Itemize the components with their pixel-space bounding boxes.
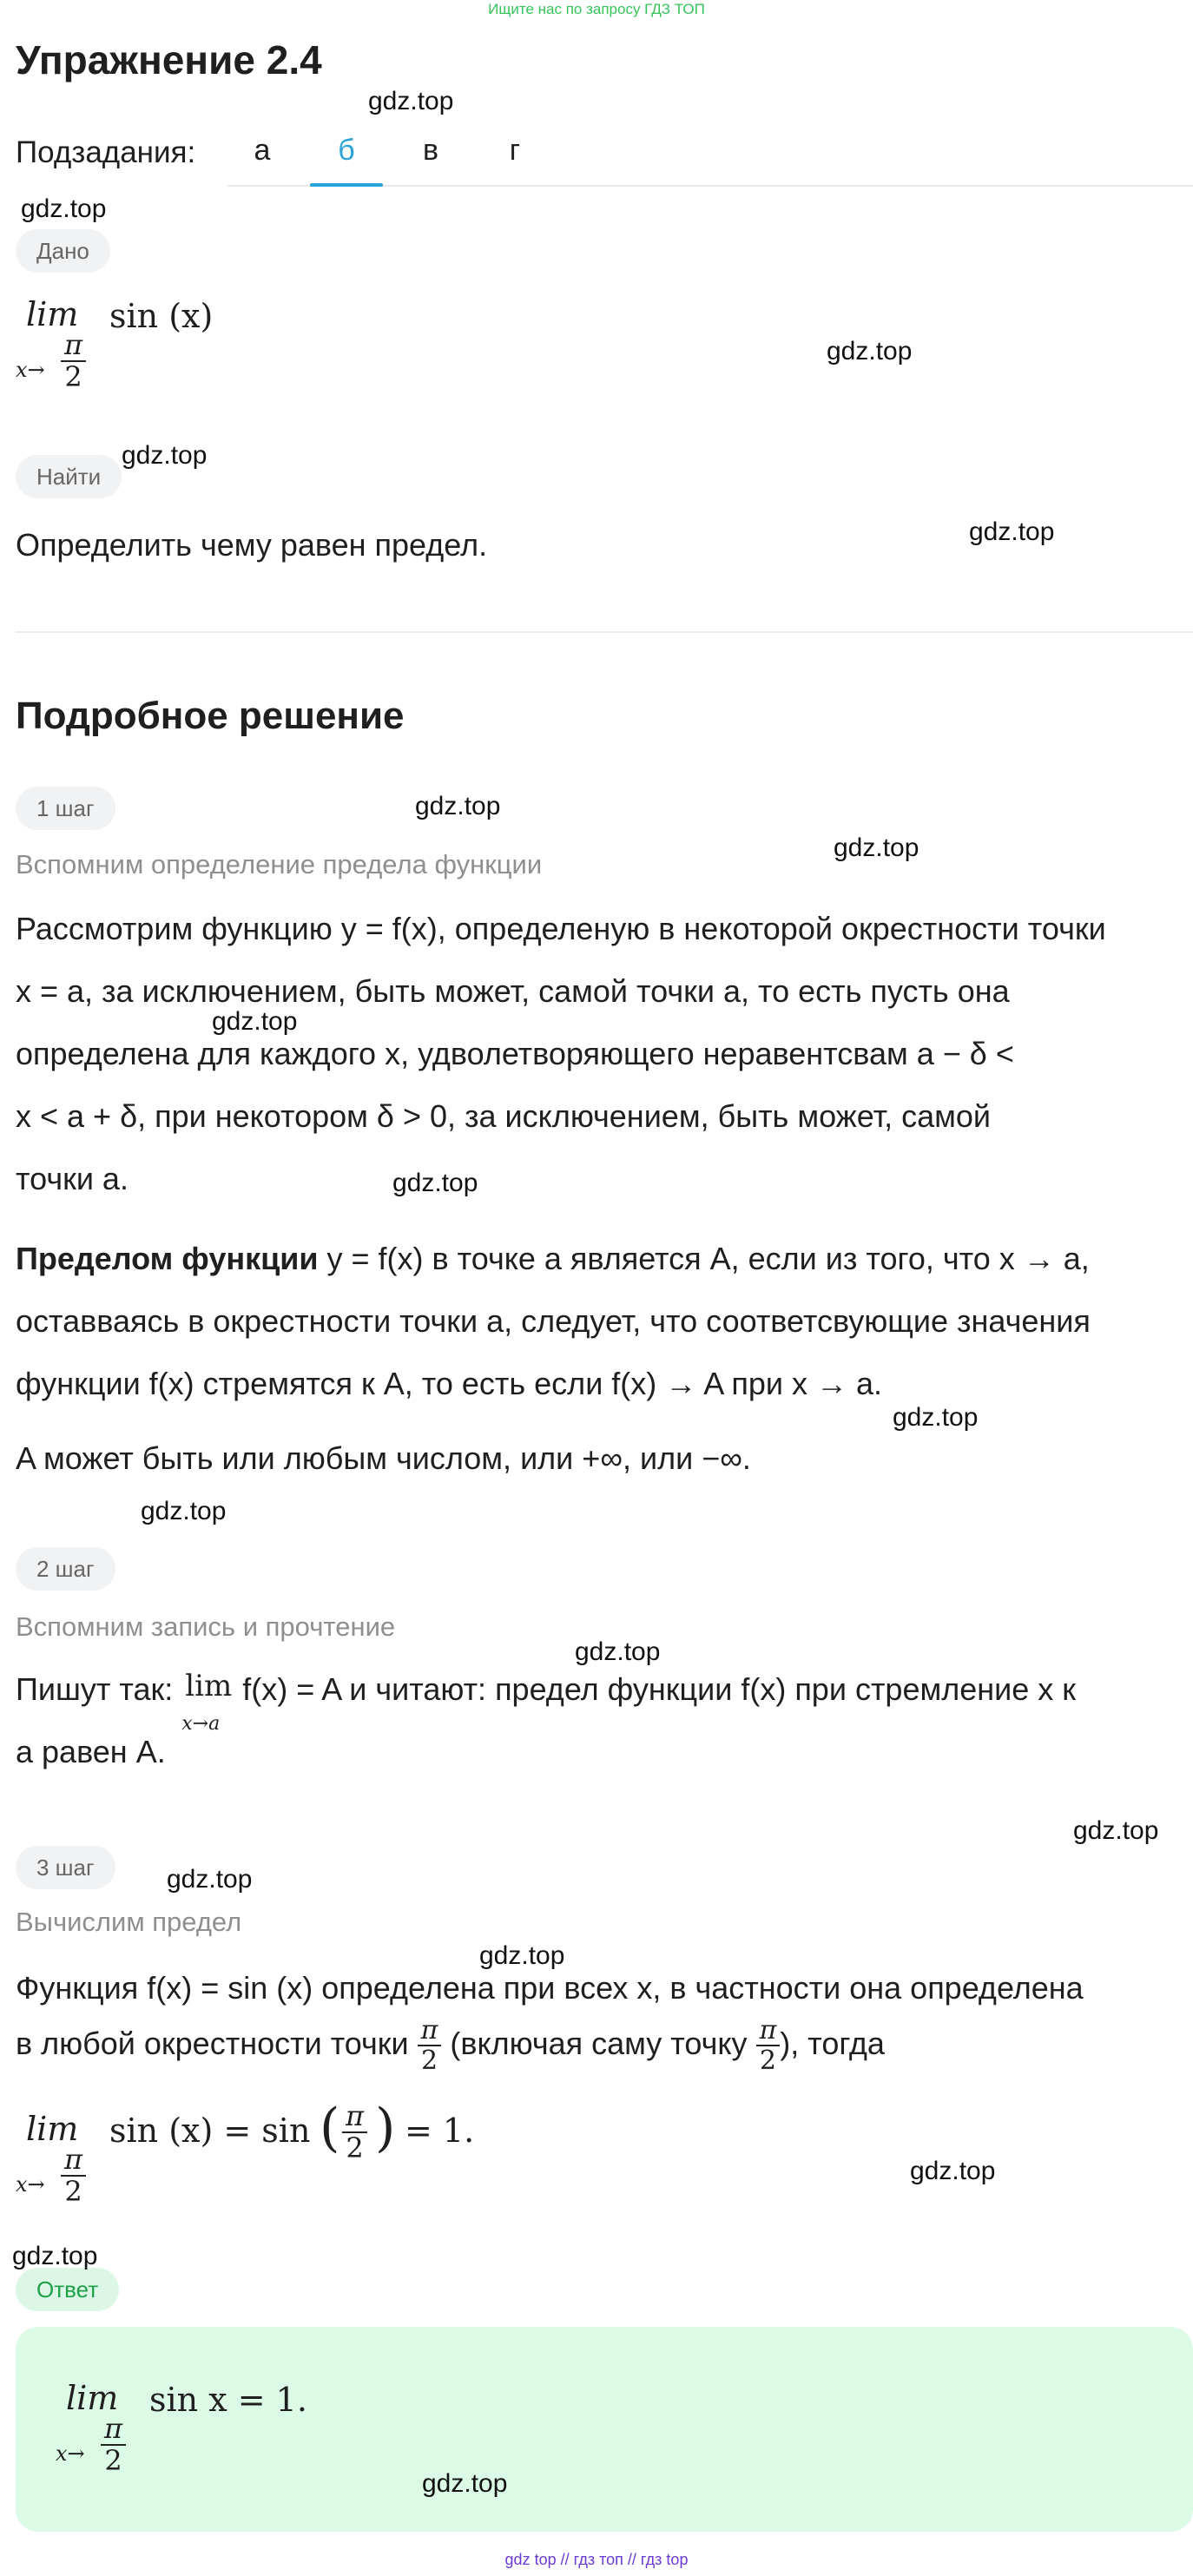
find-text: Определить чему равен предел. <box>16 527 488 563</box>
answer-pill: Ответ <box>16 2268 119 2311</box>
watermark: gdz.top <box>479 1941 565 1970</box>
step1-paragraph3: A может быть или любым числом, или +∞, или −∞. <box>16 1440 751 1476</box>
step1-heading: Вспомним определение предела функции <box>16 849 543 880</box>
watermark: gdz.top <box>167 1865 253 1894</box>
section-divider <box>16 631 1193 633</box>
step1-paragraph2: Пределом функции y = f(x) в точке a является A, если из того, что x → a, оставваясь в окрестности точки a, следует, что соответсвующие значения функции f(x) стремятся к A, то есть если f(x) → A при x → a. <box>16 1241 1091 1401</box>
top-banner: Ищите нас по запросу ГДЗ ТОП <box>488 1 705 17</box>
step1-pill: 1 шаг <box>16 787 115 830</box>
step3-line1: Функция f(x) = sin (x) определена при всех x, в частности она определена <box>16 1970 1084 2006</box>
watermark: gdz.top <box>827 337 913 366</box>
step2-heading: Вспомним запись и прочтение <box>16 1611 396 1642</box>
watermark: gdz.top <box>368 87 454 115</box>
page-title: Упражнение 2.4 <box>16 37 322 82</box>
answer-expression: lim x→ $\frac{\pi}{2}$ sin x = 1. <box>56 2379 307 2478</box>
given-pill: Дано <box>16 229 110 273</box>
step3-line2: в любой окрестности точки $\frac{\pi}{2}$ (включая саму точку $\frac{\pi}{2}$ ), тогда <box>16 2015 885 2077</box>
solution-title: Подробное решение <box>16 695 405 737</box>
answer-box <box>16 2327 1193 2532</box>
given-expression: lim x→ $\frac{\pi}{2}$ sin (x) <box>16 295 214 394</box>
watermark: gdz.top <box>575 1637 661 1666</box>
lim-notation: lim x→a <box>181 1669 233 1735</box>
watermark: gdz.top <box>893 1403 979 1432</box>
step1-paragraph1: Рассмотрим функцию y = f(x), определеную в некоторой окрестности точки x = a, за исключением, быть может, самой точки a, то есть пусть она определена для каждого x, удволетворяющего неравентсвам a − δ < x < a + δ, при некотором δ > 0, за исключением, быть может, самой точки a. <box>16 911 1106 1196</box>
watermark: gdz.top <box>1073 1816 1159 1845</box>
find-pill: Найти <box>16 455 122 498</box>
watermark: gdz.top <box>910 2157 996 2185</box>
step2-pill: 2 шаг <box>16 1547 115 1591</box>
tab-g[interactable]: г <box>509 134 521 167</box>
watermark: gdz.top <box>969 517 1055 546</box>
watermark: gdz.top <box>21 194 107 223</box>
step3-pill: 3 шаг <box>16 1846 115 1889</box>
watermark: gdz.top <box>392 1169 478 1197</box>
tab-a[interactable]: а <box>254 134 271 167</box>
subtasks-label: Подзадания: <box>16 135 196 169</box>
watermark: gdz.top <box>834 833 919 862</box>
step3-expression: lim x→ $\frac{\pi}{2}$ sin (x) = sin ( $\frac{\pi}{2}$ ) = 1. <box>16 2098 475 2209</box>
tab-v[interactable]: в <box>422 134 439 167</box>
watermark: gdz.top <box>422 2469 508 2498</box>
watermark: gdz.top <box>12 2242 98 2270</box>
watermark: gdz.top <box>122 441 208 470</box>
tab-b[interactable]: б <box>338 134 355 167</box>
watermark: gdz.top <box>212 1007 298 1036</box>
step2-text: Пишут так: lim x→a f(x) = A и читают: предел функции f(x) при стремление x к a равен A. <box>16 1658 1192 1789</box>
watermark: gdz.top <box>141 1497 227 1525</box>
definition-term: Пределом функции <box>16 1241 319 1276</box>
step3-heading: Вычислим предел <box>16 1907 242 1937</box>
watermark: gdz.top <box>415 792 501 820</box>
active-tab-indicator <box>310 183 383 187</box>
footer: gdz top // гдз топ // гдз top <box>504 2551 689 2568</box>
